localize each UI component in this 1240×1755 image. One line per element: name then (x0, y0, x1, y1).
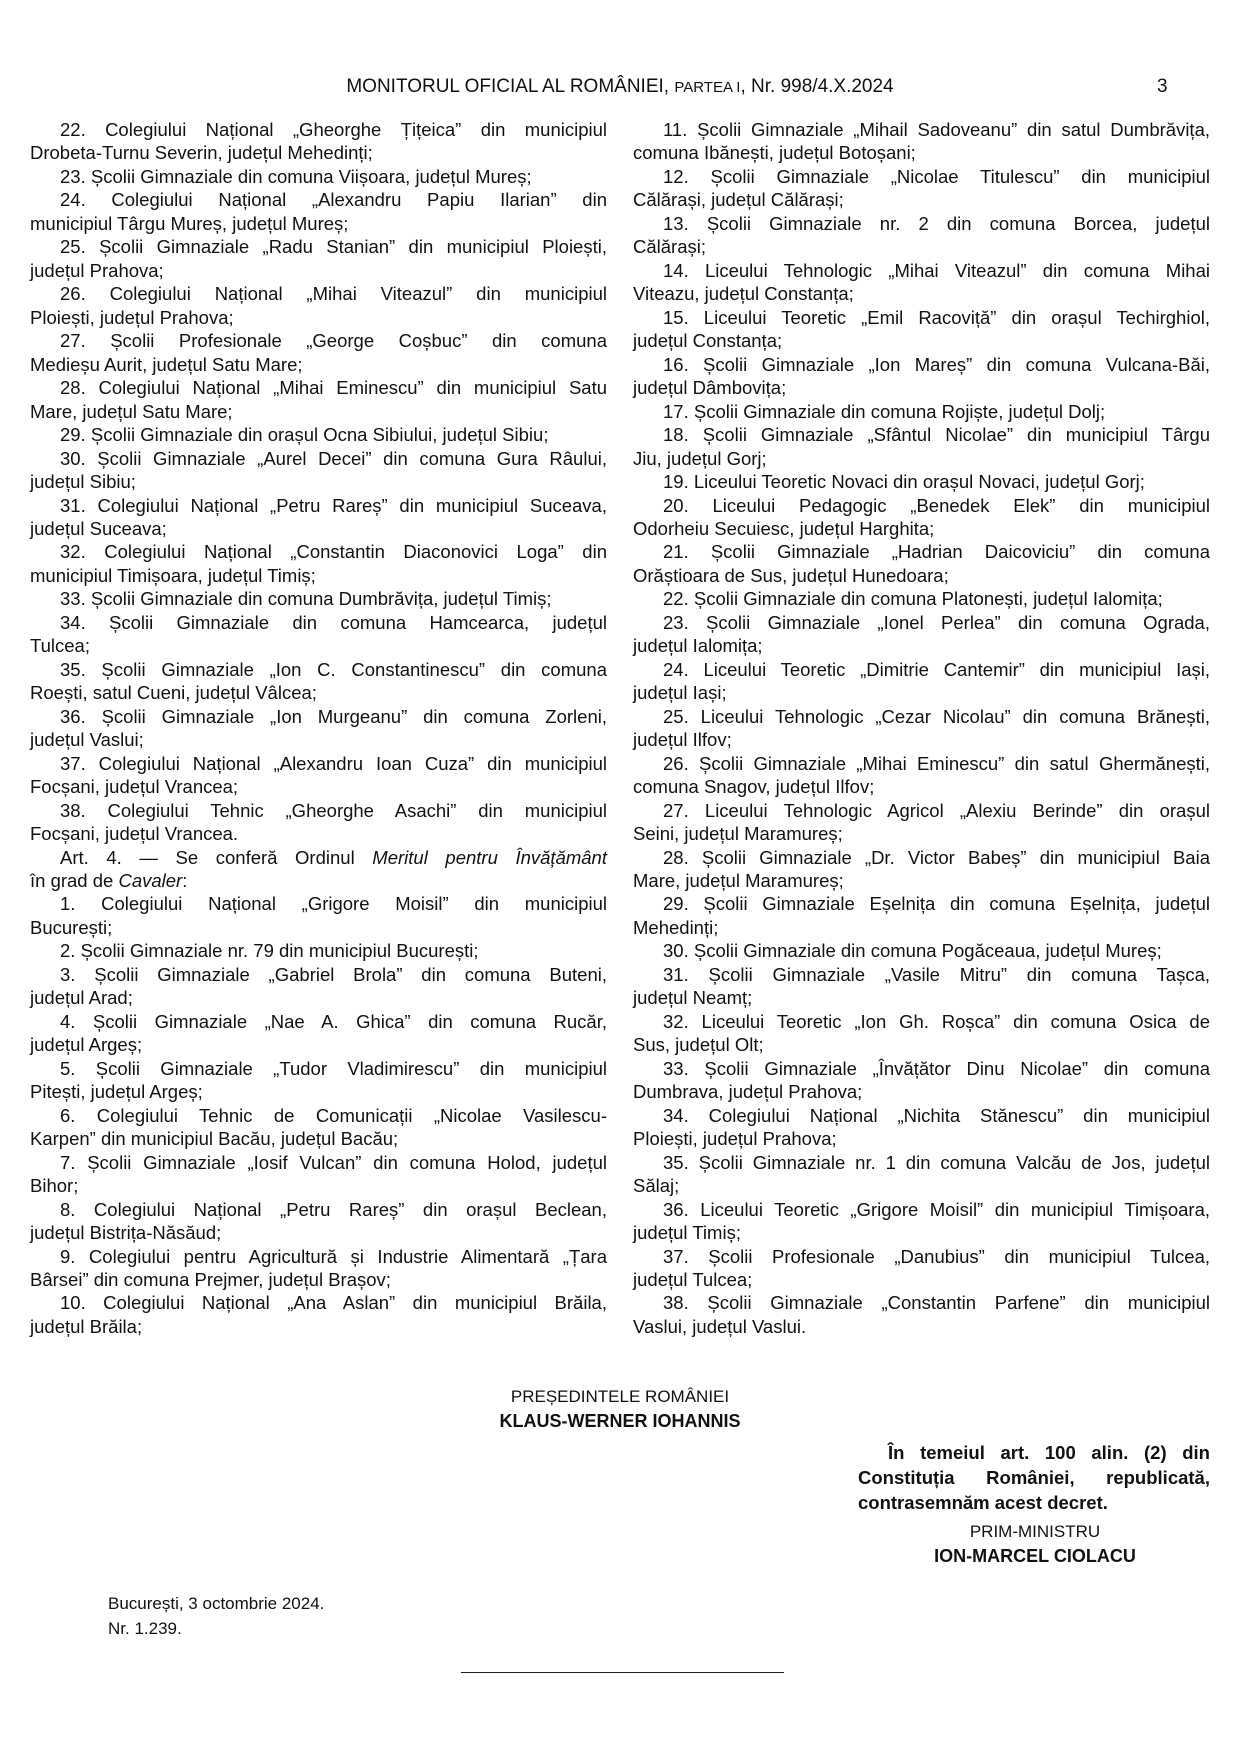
list-item-continuation: județul Bistrița-Năsăud; (30, 1222, 222, 1244)
list-item-continuation: Sălaj; (633, 1175, 680, 1197)
list-item-continuation: județul Dâmbovița; (633, 377, 787, 399)
list-item: 19. Liceului Teoretic Novaci din orașul Novaci, județul Gorj; (663, 471, 1145, 493)
article-4-text: Art. 4. — Se conferă Ordinul (60, 846, 373, 868)
list-item: 29. Școlii Gimnaziale Eșelnița din comuna Eșelnița, județul (663, 893, 1210, 915)
list-item: 36. Liceului Teoretic „Grigore Moisil” din municipiul Timișoara, (663, 1198, 1210, 1220)
list-item: 9. Colegiului pentru Agricultură și Industrie Alimentară „Țara (60, 1245, 607, 1267)
list-item: 5. Școlii Gimnaziale „Tudor Vladimirescu” din municipiul (60, 1057, 607, 1079)
list-item-continuation: Focșani, județul Vrancea. (30, 823, 239, 845)
list-item: 23. Școlii Gimnaziale „Ionel Perlea” din comuna Ograda, (663, 611, 1210, 633)
president-title: PREȘEDINTELE ROMÂNIEI (510, 1387, 730, 1406)
page-number: 3 (1157, 76, 1168, 97)
list-item: 8. Colegiului Național „Petru Rareș” din orașul Beclean, (60, 1198, 607, 1220)
list-item: 3. Școlii Gimnaziale „Gabriel Brola” din comuna Buteni, (60, 963, 607, 985)
list-item: 30. Școlii Gimnaziale din comuna Pogăceaua, județul Mureș; (663, 940, 1162, 962)
list-item: 1. Colegiului Național „Grigore Moisil” din municipiul (60, 893, 607, 915)
list-item-continuation: Focșani, județul Vrancea; (30, 776, 239, 798)
article-4-text: în grad de (30, 870, 119, 891)
list-item: 33. Școlii Gimnaziale din comuna Dumbrăvița, județul Timiș; (60, 588, 552, 610)
list-item: 14. Liceului Tehnologic „Mihai Viteazul” din comuna Mihai (663, 259, 1210, 281)
list-item: 24. Colegiului Național „Alexandru Papiu Ilarian” din (60, 189, 607, 211)
prime-minister-title: PRIM-MINISTRU (969, 1522, 1101, 1541)
countersign-line: Constituția României, republicată, (858, 1467, 1210, 1488)
list-item: 35. Școlii Gimnaziale nr. 1 din comuna Valcău de Jos, județul (663, 1151, 1210, 1173)
list-item-continuation: județul Timiș; (633, 1222, 741, 1244)
list-item: 33. Școlii Gimnaziale „Învățător Dinu Nicolae” din comuna (663, 1057, 1210, 1079)
list-item-continuation: București; (30, 916, 113, 938)
list-item: 10. Colegiului Național „Ana Aslan” din municipiul Brăila, (60, 1292, 607, 1314)
list-item: 32. Colegiului Național „Constantin Diaconovici Loga” din (60, 541, 607, 563)
list-item-continuation: județul Arad; (30, 987, 133, 1009)
list-item-continuation: comuna Ibănești, județul Botoșani; (633, 142, 916, 164)
countersign-line: În temeiul art. 100 alin. (2) din (888, 1442, 1210, 1463)
list-item: 6. Colegiului Tehnic de Comunicații „Nicolae Vasilescu- (60, 1104, 607, 1126)
list-item: 15. Liceului Teoretic „Emil Racoviță” din orașul Techirghiol, (663, 306, 1210, 328)
header-part: PARTEA I (674, 79, 741, 96)
list-item: 23. Școlii Gimnaziale din comuna Viișoara, județul Mureș; (60, 165, 532, 187)
list-item-continuation: Dumbrava, județul Prahova; (633, 1081, 863, 1103)
list-item-continuation: județul Vaslui; (30, 729, 144, 751)
article-4-heading-cont (30, 869, 607, 892)
list-item-continuation: județul Neamț; (633, 987, 753, 1009)
countersign-line: contrasemnăm acest decret. (858, 1492, 1108, 1513)
list-item: 20. Liceului Pedagogic „Benedek Elek” din municipiul (663, 494, 1210, 516)
list-item: 21. Școlii Gimnaziale „Hadrian Daicoviciu” din comuna (663, 541, 1210, 563)
list-item-continuation: Bihor; (30, 1175, 79, 1197)
header-title: MONITORUL OFICIAL AL ROMÂNIEI, (346, 76, 675, 97)
list-item-continuation: Pitești, județul Argeș; (30, 1081, 203, 1103)
list-item: 26. Școlii Gimnaziale „Mihai Eminescu” din satul Ghermănești, (663, 752, 1210, 774)
decree-number: Nr. 1.239. (108, 1619, 182, 1638)
list-item-continuation: Jiu, județul Gorj; (633, 447, 767, 469)
list-item-continuation: județul Prahova; (30, 259, 164, 281)
list-item: 17. Școlii Gimnaziale din comuna Rojiște, județul Dolj; (663, 400, 1106, 422)
end-rule (461, 1672, 784, 1673)
list-item: 31. Școlii Gimnaziale „Vasile Mitru” din comuna Tașca, (663, 963, 1210, 985)
list-item: 34. Colegiului Național „Nichita Stănescu” din municipiul (663, 1104, 1210, 1126)
list-item: 37. Colegiului Național „Alexandru Ioan Cuza” din municipiul (60, 752, 607, 774)
list-item-continuation: Sus, județul Olt; (633, 1034, 764, 1056)
list-item: 30. Școlii Gimnaziale „Aurel Decei” din comuna Gura Râului, (60, 447, 607, 469)
list-item-continuation: Tulcea; (30, 635, 90, 657)
article-4-heading (30, 846, 607, 869)
list-item: 37. Școlii Profesionale „Danubius” din municipiul Tulcea, (663, 1245, 1210, 1267)
list-item: 31. Colegiului Național „Petru Rareș” din municipiul Suceava, (60, 494, 607, 516)
right-column (633, 118, 1210, 1338)
list-item-continuation: Orăștioara de Sus, județul Hunedoara; (633, 564, 949, 586)
list-item: 2. Școlii Gimnaziale nr. 79 din municipiul București; (60, 940, 479, 962)
prime-minister-name: ION-MARCEL CIOLACU (934, 1546, 1136, 1566)
list-item-continuation: Bârsei” din comuna Prejmer, județul Brașov; (30, 1268, 391, 1290)
order-name: Meritul pentru Învățământ (372, 846, 607, 868)
page-header (0, 76, 1240, 98)
list-item: 22. Școlii Gimnaziale din comuna Platonești, județul Ialomița; (663, 588, 1163, 610)
president-name: KLAUS-WERNER IOHANNIS (499, 1411, 741, 1431)
list-item-continuation: Ploiești, județul Prahova; (633, 1128, 837, 1150)
list-item-continuation: comuna Snagov, județul Ilfov; (633, 776, 875, 798)
list-item-continuation: județul Tulcea; (633, 1268, 753, 1290)
list-item: 36. Școlii Gimnaziale „Ion Murgeanu” din comuna Zorleni, (60, 705, 607, 727)
list-item: 11. Școlii Gimnaziale „Mihail Sadoveanu” din satul Dumbrăvița, (663, 119, 1210, 140)
list-item-continuation: Ploiești, județul Prahova; (30, 306, 234, 328)
list-item: 16. Școlii Gimnaziale „Ion Mareș” din comuna Vulcana-Băi, (663, 353, 1210, 375)
list-item: 4. Școlii Gimnaziale „Nae A. Ghica” din comuna Rucăr, (60, 1010, 607, 1032)
list-item-continuation: Mare, județul Satu Mare; (30, 400, 233, 422)
list-item: 32. Liceului Teoretic „Ion Gh. Roșca” din comuna Osica de (663, 1010, 1210, 1032)
header-issue: , Nr. 998/4.X.2024 (740, 76, 894, 97)
countersignature-text (858, 1440, 1210, 1515)
colon: : (182, 870, 188, 891)
list-item-continuation: județul Argeș; (30, 1034, 143, 1056)
list-item: 22. Colegiului Național „Gheorghe Țițeica” din municipiul (60, 119, 607, 140)
list-item-continuation: județul Sibiu; (30, 471, 136, 493)
list-item-continuation: municipiul Târgu Mureș, județul Mureș; (30, 212, 349, 234)
list-item: 12. Școlii Gimnaziale „Nicolae Titulescu” din municipiul (663, 165, 1210, 187)
list-item-continuation: județul Suceava; (30, 517, 167, 539)
list-item: 28. Școlii Gimnaziale „Dr. Victor Babeș” din municipiul Baia (663, 846, 1210, 868)
list-item: 29. Școlii Gimnaziale din orașul Ocna Sibiului, județul Sibiu; (60, 424, 549, 446)
list-item: 25. Școlii Gimnaziale „Radu Stanian” din municipiul Ploiești, (60, 236, 607, 258)
place-date: București, 3 octombrie 2024. (108, 1594, 325, 1613)
list-item: 38. Colegiului Tehnic „Gheorghe Asachi” din municipiul (60, 799, 607, 821)
list-item-continuation: Roești, satul Cueni, județul Vâlcea; (30, 682, 317, 704)
list-item: 34. Școlii Gimnaziale din comuna Hamcearca, județul (60, 611, 607, 633)
list-item-continuation: Seini, județul Maramureș; (633, 823, 843, 845)
list-item-continuation: Călărași; (633, 236, 706, 258)
list-item-continuation: Viteazu, județul Constanța; (633, 283, 854, 305)
order-grade: Cavaler (118, 870, 183, 891)
list-item: 18. Școlii Gimnaziale „Sfântul Nicolae” din municipiul Târgu (663, 424, 1210, 446)
list-item-continuation: Călărași, județul Călărași; (633, 189, 844, 211)
list-item: 26. Colegiului Național „Mihai Viteazul” din municipiul (60, 283, 607, 305)
left-column (30, 118, 607, 1338)
list-item: 35. Școlii Gimnaziale „Ion C. Constantinescu” din comuna (60, 658, 607, 680)
list-item-continuation: județul Brăila; (30, 1315, 143, 1337)
list-item-continuation: Drobeta-Turnu Severin, județul Mehedinți; (30, 142, 373, 164)
list-item: 27. Școlii Profesionale „George Coșbuc” din comuna (60, 330, 607, 352)
list-item-continuation: Mehedinți; (633, 916, 719, 938)
list-item: 27. Liceului Tehnologic Agricol „Alexiu Berinde” din orașul (663, 799, 1210, 821)
list-item-continuation: municipiul Timișoara, județul Timiș; (30, 564, 316, 586)
list-item: 7. Școlii Gimnaziale „Iosif Vulcan” din comuna Holod, județul (60, 1151, 607, 1173)
list-item-continuation: județul Iași; (633, 682, 727, 704)
list-item-continuation: Medieșu Aurit, județul Satu Mare; (30, 353, 303, 375)
list-item-continuation: județul Ialomița; (633, 635, 763, 657)
list-item-continuation: Odorheiu Secuiesc, județul Harghita; (633, 517, 935, 539)
list-item-continuation: județul Ilfov; (633, 729, 732, 751)
list-item: 28. Colegiului Național „Mihai Eminescu” din municipiul Satu (60, 377, 607, 399)
list-item: 13. Școlii Gimnaziale nr. 2 din comuna Borcea, județul (663, 212, 1210, 234)
list-item-continuation: județul Constanța; (633, 330, 783, 352)
list-item: 25. Liceului Tehnologic „Cezar Nicolau” din comuna Brănești, (663, 705, 1210, 727)
list-item-continuation: Vaslui, județul Vaslui. (633, 1315, 807, 1337)
list-item: 24. Liceului Teoretic „Dimitrie Cantemir” din municipiul Iași, (663, 658, 1210, 680)
list-item-continuation: Karpen” din municipiul Bacău, județul Bacău; (30, 1128, 399, 1150)
list-item-continuation: Mare, județul Maramureș; (633, 870, 844, 891)
list-item: 38. Școlii Gimnaziale „Constantin Parfene” din municipiul (663, 1292, 1210, 1314)
